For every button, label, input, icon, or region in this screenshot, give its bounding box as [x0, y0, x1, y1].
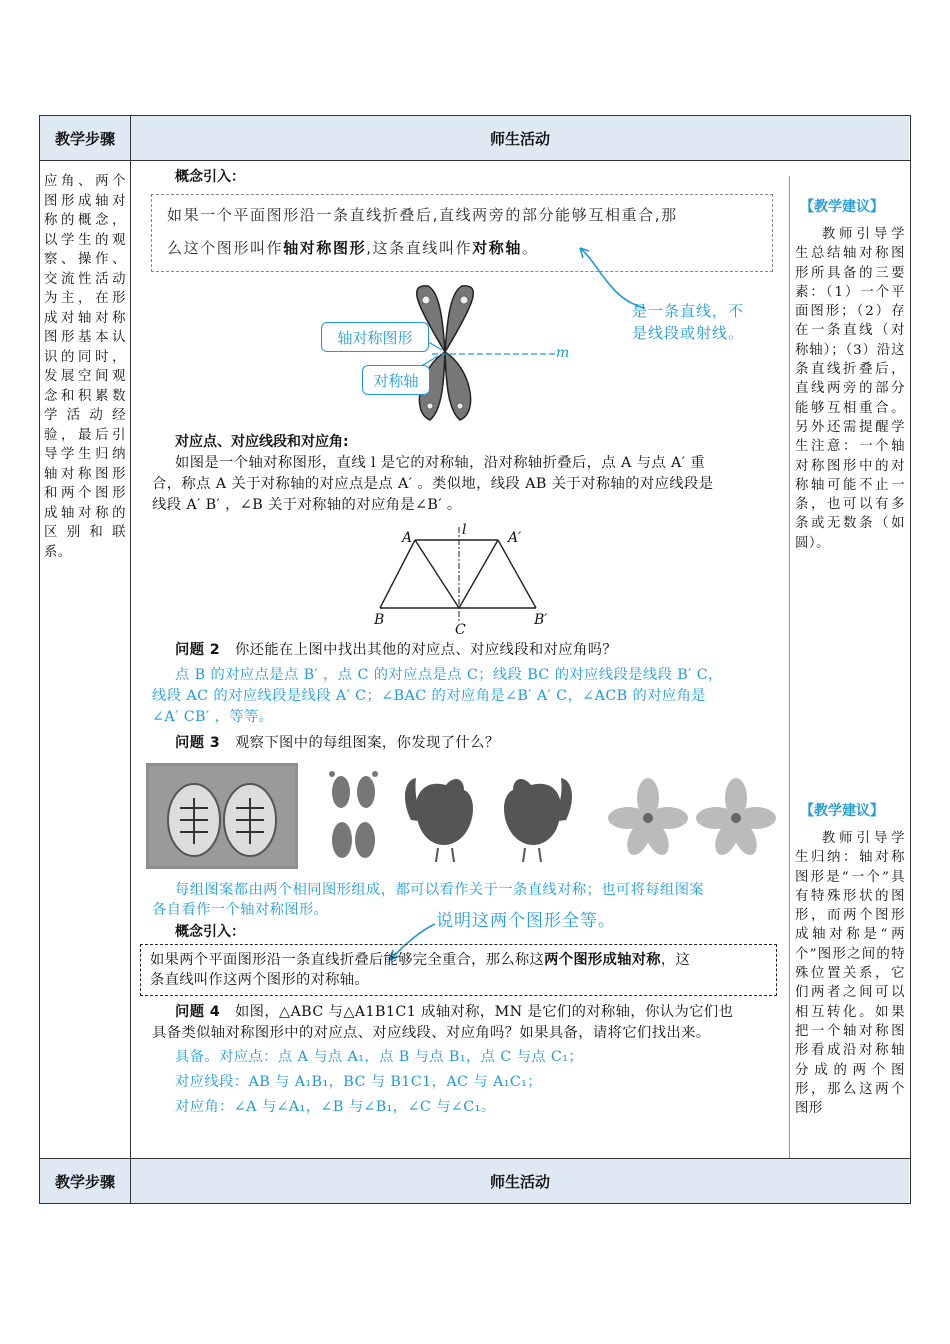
table-border-left: [39, 115, 40, 1204]
concept-intro-heading-2: 概念引入：: [175, 924, 245, 940]
answer-4-line-3: 对应角：∠A 与∠A₁，∠B 与∠B₁，∠C 与∠C₁。: [175, 1099, 496, 1115]
suggestion-text-2: 教师引导学生归纳：轴对称图形是“一个”具有特殊形状的图形，而两个图形成轴对称是“两个”图形之间的特殊位置关系，它们两者之间可以相互转化。如果把一个轴对称图形看成沿对称轴分成的两个图形，那么这两个图形: [795, 831, 905, 1117]
double-happiness-pattern: [146, 763, 298, 869]
footer-activity-cell: 师生活动: [131, 1159, 909, 1203]
definition-1-line-1: 如果一个平面图形沿一条直线折叠后,直线两旁的部分能够互相重合,那: [167, 206, 678, 224]
definition-2-line-2: 条直线叫作这两个图形的对称轴。: [150, 972, 369, 988]
question-3-label: 问题 3: [175, 735, 221, 751]
answer-4-line-2: 对应线段：AB 与 A₁B₁，BC 与 B1C1，AC 与 A₁C₁；: [175, 1074, 542, 1090]
def1-term-axisym-figure: 轴对称图形: [283, 239, 367, 257]
table-border-footer-top: [39, 1158, 911, 1159]
suggestion-title-2: 【教学建议】: [800, 803, 884, 819]
def2-term: 两个图形成轴对称: [544, 952, 661, 968]
question-3: [175, 733, 500, 754]
flower-pattern: [608, 778, 776, 859]
label-axis: 对称轴: [362, 365, 430, 395]
table-border-header-bottom: [39, 160, 911, 161]
definition-2-line-1: [150, 950, 690, 971]
question-2-label: 问题 2: [175, 642, 221, 658]
question-4-text: 如图，△ABC 与△A1B1C1 成轴对称，MN 是它们的对称轴，你认为它们也: [234, 1004, 734, 1020]
note-congruent: 说明这两个图形全等。: [436, 911, 616, 931]
answer-2-line-2: 线段 AC 的对应线段是线段 A′ C；∠BAC 的对应角是∠B′ A′ C，∠ACB 的对应角是: [152, 688, 706, 704]
question-4-label: 问题 4: [175, 1004, 221, 1020]
question-2: [175, 640, 617, 661]
answer-2-line-3: ∠A′ CB′ ，等等。: [152, 709, 274, 725]
heading-corresponding: 对应点、对应线段和对应角:: [175, 434, 349, 450]
step-description: 应角、两个图形成轴对称的概念，以学生的观察、操作、交流性活动为主，在形成对轴对称图形基本认识的同时，发展空间观念和积累数学活动经验，最后引导学生归纳轴对称图形和两个图形成轴对称的区别和联系。: [44, 174, 126, 560]
para1-line-1: 如图是一个轴对称图形，直线 l 是它的对称轴，沿对称轴折叠后，点 A 与点 A′ 重: [175, 455, 706, 471]
def1-part-5: 。: [522, 239, 539, 257]
fig-label-A: A: [402, 530, 413, 546]
footer-steps-cell: 教学步骤: [40, 1159, 130, 1203]
answer-3-line-1: 每组图案都由两个相同图形组成，都可以看作关于一条直线对称；也可将每组图案: [175, 882, 705, 898]
fig-label-l: l: [462, 522, 467, 538]
rooster-pattern: [405, 778, 572, 862]
question-4-line-2: 具备类似轴对称图形中的对应点、对应线段、对应角吗？如果具备，请将它们找出来。: [152, 1025, 711, 1041]
table-divider-steps: [130, 115, 131, 1204]
axis-label-m: m: [556, 345, 570, 361]
suggestion-text-1: 教师引导学生总结轴对称图形所具备的三要素：（1）一个平面图形；（2）存在一条直线（对称轴）；（3）沿这条直线折叠后，直线两旁的部分能够互相重合。另外还需提醒学生注意：一个轴对称图形中的对称轴可能不止一条，也可以有多条或无数条（如圆）。: [795, 227, 905, 551]
pattern-images-row: [146, 760, 776, 870]
table-border-top: [39, 115, 911, 116]
para1-line-3: 线段 A′ B′ ，∠B 关于对称轴的对应角是∠B′ 。: [152, 497, 462, 513]
label-axisym-figure: 轴对称图形: [321, 322, 429, 352]
note-line-not-segment-1: 是一条直线，不: [632, 302, 745, 320]
header-activity-cell: 师生活动: [131, 116, 909, 160]
definition-1-line-2: [167, 238, 539, 259]
def2-part-3: ，这: [660, 952, 691, 968]
header-steps-cell: 教学步骤: [40, 116, 130, 160]
butterfly-figure: [320, 282, 570, 422]
question-2-text: 你还能在上图中找出其他的对应点、对应线段和对应角吗？: [234, 642, 618, 658]
def1-part-1: 么这个图形叫作: [167, 239, 284, 257]
table-divider-suggestion: [789, 176, 790, 1158]
question-3-text: 观察下图中的每组图案，你发现了什么？: [234, 735, 500, 751]
para1-line-2: 合，称点 A 关于对称轴的对应点是点 A′ 。类似地，线段 AB 关于对称轴的对应线段是: [152, 476, 714, 492]
answer-2-line-1: 点 B 的对应点是点 B′ ，点 C 的对应点是点 C；线段 BC 的对应线段是线段 B′ C，: [175, 667, 723, 683]
table-border-bottom: [39, 1203, 911, 1204]
def1-part-3: ,这条直线叫作: [366, 239, 473, 257]
note-line-not-segment-2: 是线段或射线。: [632, 324, 745, 342]
answer-4-line-1: 具备。对应点：点 A 与点 A₁，点 B 与点 B₁，点 C 与点 C₁；: [175, 1049, 584, 1065]
fig-label-B-prime: B′: [534, 612, 548, 628]
suggestion-title-1: 【教学建议】: [800, 199, 884, 215]
def2-part-1: 如果两个平面图形沿一条直线折叠后能够完全重合，那么称这: [150, 952, 545, 968]
answer-3-line-2: 各自看作一个轴对称图形。: [152, 902, 329, 918]
fig-label-A-prime: A′: [508, 530, 522, 546]
fig-label-B: B: [374, 612, 385, 628]
question-4-line-1: [175, 1002, 733, 1023]
def1-term-axis: 对称轴: [472, 239, 522, 257]
concept-intro-heading-1: 概念引入：: [175, 169, 245, 185]
fig-label-C: C: [455, 622, 466, 638]
table-border-right: [910, 115, 911, 1204]
footprint-pattern: [329, 771, 378, 858]
